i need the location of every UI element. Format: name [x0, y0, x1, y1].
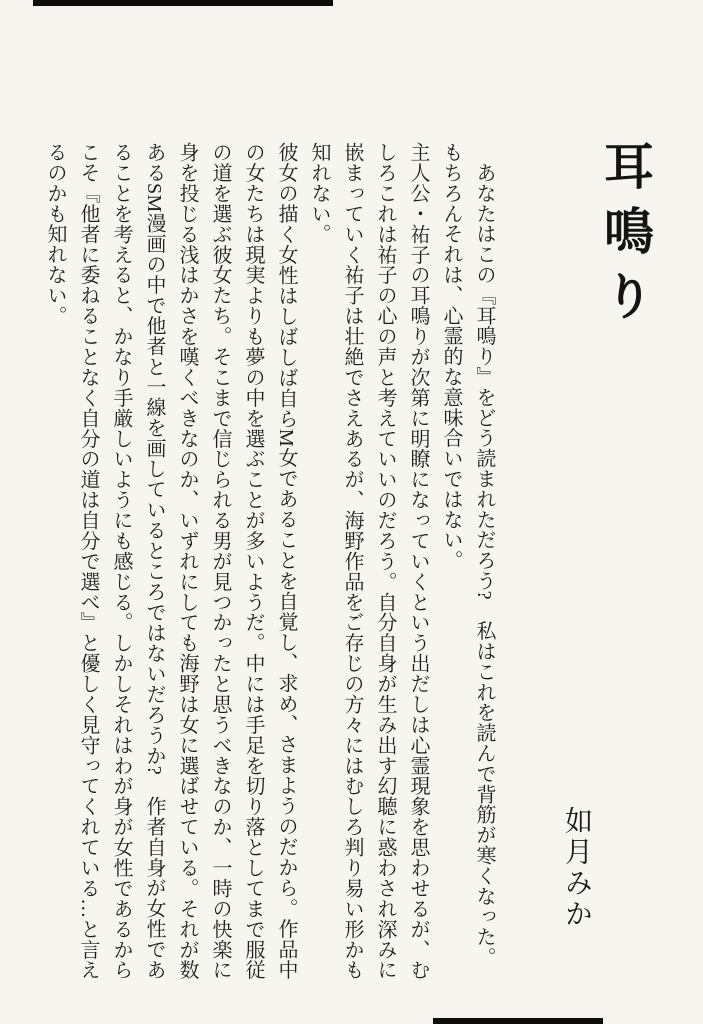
paragraph-1: あなたはこの『耳鳴り』をどう読まれただろう? 私はこれを読んで背筋が寒くなった。 [473, 142, 495, 968]
paragraph-4: 彼女の描く女性はしばしば自らM女であることを自覚し、求め、さまようのだから。作品中の女たちは現実よりも夢の中を選ぶことが多いようだ。中には手足を切り落としてまで服従の道を選ぶ彼女たち。そこまで信じられる男が見つかったと思うべきなのか、一時の快楽に身を投じる浅はかさを嘆くべきなのか、いずれにしても海野は女に選ばせている。それが数あるSM漫画の中で他者と一線を画しているところではないだろうか? 作者自身が女性であることを考えると、かなり手厳しいようにも感じる。しかしそれはわが身が女性であるからこそ『他者に委ねることなく自分の道は自分で選べ』と優しく見守ってくれている…と言えるのかも知れない。 [44, 142, 297, 980]
scan-artifact-bottom [433, 1018, 603, 1024]
afterword-text [38, 142, 500, 980]
paragraph-3: 主人公・祐子の耳鳴りが次第に明瞭になっていくという出だしは心霊現象を思わせるが、むしろこれは祐子の心の声と考えていいのだろう。自分自身が生み出す幻聴に惑わされ深みに嵌まっていく祐子は壮絶でさえあるが、海野作品をご存じの方々にはむしろ判り易い形かも知れない。 [308, 142, 429, 980]
scan-artifact-top [33, 0, 333, 6]
page-title: 耳鳴り [597, 140, 653, 335]
paragraph-2: もちろんそれは、心霊的な意味合いではない。 [440, 142, 462, 571]
author-name: 如月みか [561, 806, 592, 930]
